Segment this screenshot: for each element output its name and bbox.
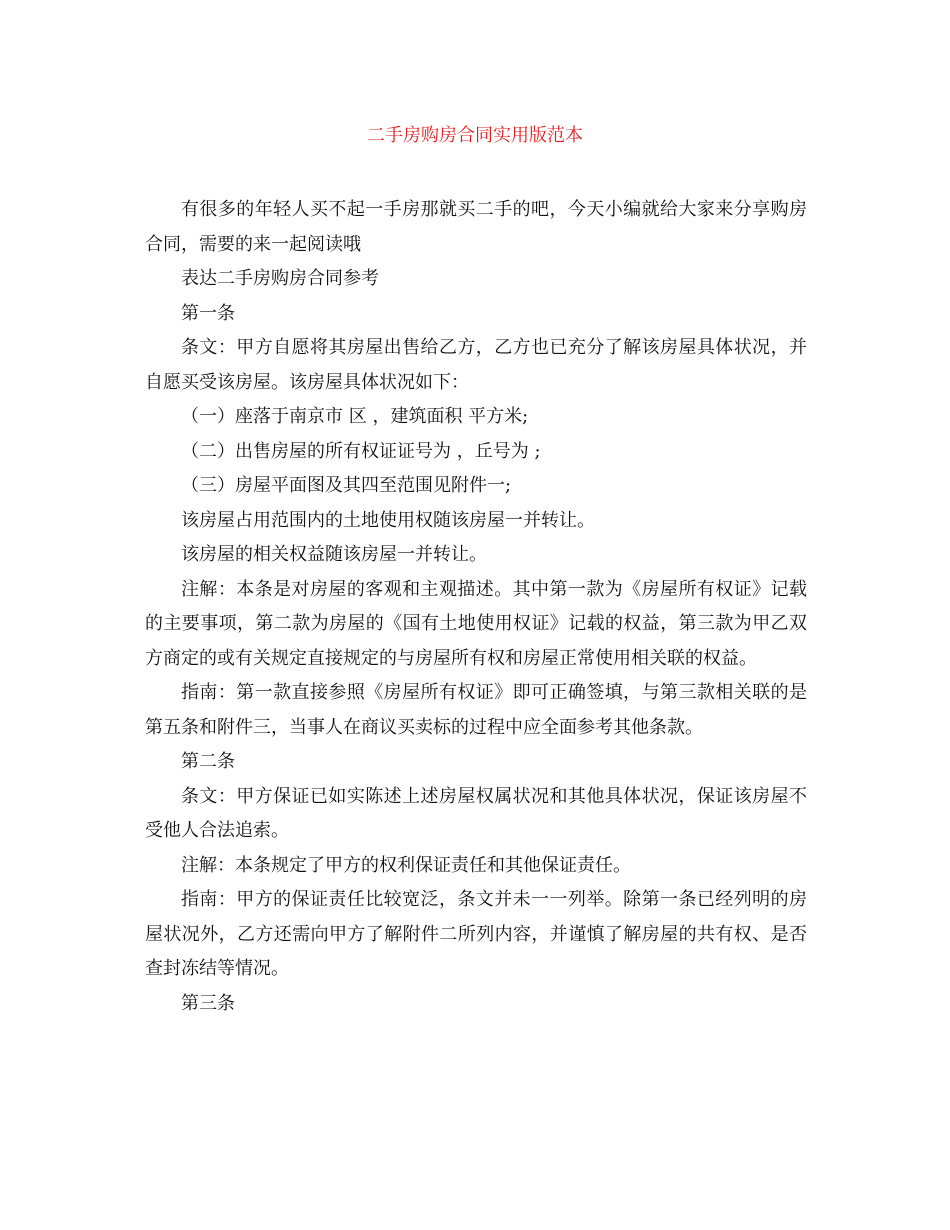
article-1-item-3: （三）房屋平面图及其四至范围见附件一;	[181, 475, 512, 496]
article-2-note: 注解：本条规定了甲方的权利保证责任和其他保证责任。	[181, 854, 631, 876]
article-2-guide: 指南：甲方的保证责任比较宽泛，条文并未一一列举。除第一条已经列明的房屋状况外，乙方还需向甲方了解附件二所列内容，并谨慎了解房屋的共有权、是否查封冻结等情况。	[145, 889, 807, 979]
article-1-guide: 指南：第一款直接参照《房屋所有权证》即可正确签填，与第三款相关联的是第五条和附件三，当事人在商议买卖标的过程中应全面参考其他条款。	[145, 682, 807, 738]
article-1-item-2: （二）出售房屋的所有权证证号为 ，丘号为 ;	[181, 440, 541, 462]
document-title: 二手房购房合同实用版范本	[367, 125, 583, 146]
article-1-note: 注解：本条是对房屋的客观和主观描述。其中第一款为《房屋所有权证》记载的主要事项，第二款为房屋的《国有土地使用权证》记载的权益，第三款为甲乙双方商定的或有关规定直接规定的与房屋所有权和房屋正常使用相关联的权益。	[145, 578, 807, 669]
article-3-heading: 第三条	[181, 992, 235, 1014]
paragraph-intro: 有很多的年轻人买不起一手房那就买二手的吧，今天小编就给大家来分享购房合同，需要的来一起阅读哦	[145, 199, 807, 255]
article-2-heading: 第二条	[181, 751, 235, 772]
article-1-land-rights: 该房屋占用范围内的土地使用权随该房屋一并转让。	[181, 509, 595, 531]
article-1-text: 条文：甲方自愿将其房屋出售给乙方，乙方也已充分了解该房屋具体状况，并自愿买受该房屋。该房屋具体状况如下：	[145, 337, 807, 393]
article-1-heading: 第一条	[181, 302, 235, 324]
article-1-related-rights: 该房屋的相关权益随该房屋一并转让。	[181, 544, 487, 565]
paragraph-subtitle: 表达二手房购房合同参考	[181, 268, 379, 289]
document-body	[145, 193, 807, 1021]
article-2-text: 条文：甲方保证已如实陈述上述房屋权属状况和其他具体状况，保证该房屋不受他人合法追索。	[145, 785, 807, 841]
article-1-item-1: （一）座落于南京市 区 ，建筑面积 平方米;	[181, 406, 529, 427]
